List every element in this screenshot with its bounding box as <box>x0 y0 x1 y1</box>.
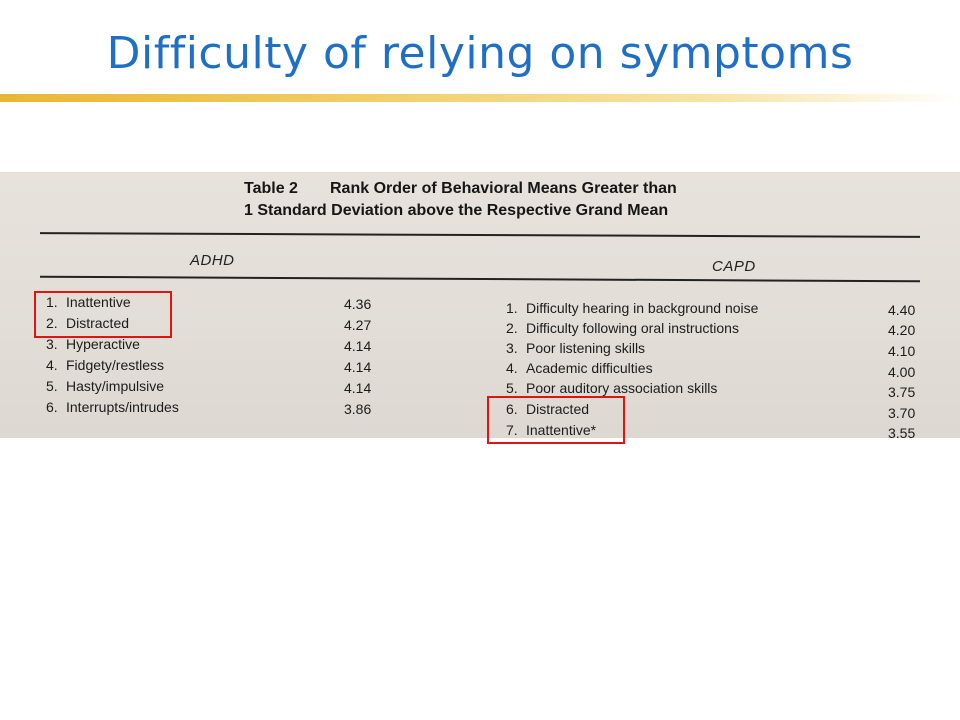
capd-value: 4.40 <box>888 302 916 318</box>
rank-number: 3. <box>46 336 58 352</box>
capd-column-heading: CAPD <box>712 258 756 275</box>
rank-number: 2. <box>46 315 58 331</box>
rank-number: 3. <box>506 340 518 356</box>
capd-value: 4.10 <box>888 343 916 359</box>
rank-number: 2. <box>506 320 518 336</box>
adhd-row <box>46 376 164 396</box>
capd-row <box>506 338 645 358</box>
behavior-label: Inattentive <box>66 294 131 310</box>
adhd-highlight-box <box>34 291 172 338</box>
capd-row <box>506 378 717 398</box>
adhd-value: 4.27 <box>344 317 372 333</box>
behavior-label: Difficulty following oral instructions <box>526 320 739 336</box>
table-caption <box>244 178 677 222</box>
adhd-value: 4.14 <box>344 380 372 396</box>
adhd-row <box>46 355 164 375</box>
rank-number: 5. <box>506 380 518 396</box>
behavior-label: Academic difficulties <box>526 360 653 376</box>
adhd-value: 4.14 <box>344 338 372 354</box>
slide-title: Difficulty of relying on symptoms <box>106 28 854 79</box>
behavior-label: Poor auditory association skills <box>526 380 718 396</box>
adhd-value: 4.14 <box>344 359 372 375</box>
rank-number: 1. <box>506 300 518 316</box>
table-caption-line2: 1 Standard Deviation above the Respective Grand Mean <box>244 202 669 219</box>
capd-highlight-box <box>487 396 625 444</box>
rank-number: 6. <box>46 399 58 415</box>
behavior-label: Fidgety/restless <box>66 357 165 373</box>
rank-number: 7. <box>506 422 518 438</box>
capd-row <box>506 358 653 378</box>
behavior-label: Poor listening skills <box>526 340 646 356</box>
behavior-label: Distracted <box>66 315 130 331</box>
table-caption-text1: Rank Order of Behavioral Means Greater than <box>330 180 677 197</box>
rank-number: 5. <box>46 378 58 394</box>
rank-number: 4. <box>46 357 58 373</box>
capd-value: 3.55 <box>888 425 916 438</box>
capd-value: 4.00 <box>888 364 916 380</box>
table-caption-line1 <box>244 178 677 200</box>
adhd-value: 3.86 <box>344 401 372 417</box>
table-top-rule <box>40 232 920 238</box>
capd-row <box>506 298 758 318</box>
adhd-row <box>46 397 179 417</box>
behavior-label: Distracted <box>526 401 590 417</box>
capd-value: 3.70 <box>888 405 916 421</box>
capd-value: 4.20 <box>888 322 916 338</box>
rank-number: 1. <box>46 294 58 310</box>
behavior-label: Hyperactive <box>66 336 140 352</box>
capd-row <box>506 318 739 338</box>
behavior-label: Hasty/impulsive <box>66 378 165 394</box>
behavior-label: Interrupts/intrudes <box>66 399 179 415</box>
adhd-column-heading: ADHD <box>190 252 235 269</box>
rank-number: 6. <box>506 401 518 417</box>
behavior-label: Difficulty hearing in background noise <box>526 300 759 316</box>
adhd-value: 4.36 <box>344 296 372 312</box>
behavior-label: Inattentive* <box>526 422 597 438</box>
title-underline <box>0 94 960 102</box>
table-label: Table 2 <box>244 180 298 197</box>
rank-number: 4. <box>506 360 518 376</box>
capd-value: 3.75 <box>888 384 916 400</box>
table-header-rule <box>40 276 920 283</box>
